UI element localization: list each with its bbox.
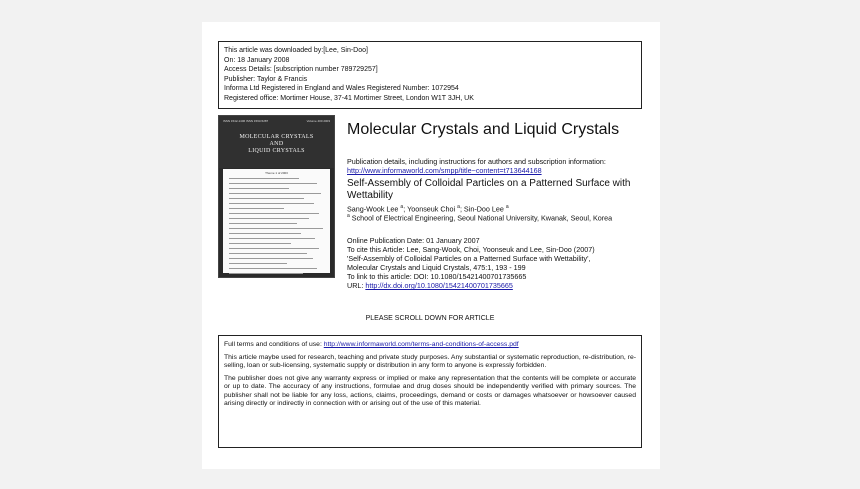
terms-box xyxy=(218,335,642,448)
cover-contents-line xyxy=(229,198,304,199)
cover-contents-line xyxy=(229,258,313,259)
cover-contents-heading: Theme 1 of 2003 xyxy=(265,171,288,175)
cover-contents-line xyxy=(229,218,309,219)
download-line: Publisher: Taylor & Francis xyxy=(224,75,308,83)
author-name: ; Sin-Doo Lee xyxy=(459,204,504,214)
online-date: Online Publication Date: 01 January 2007 xyxy=(347,236,480,245)
cover-contents-line xyxy=(229,183,317,184)
author-name: Sang-Wook Lee xyxy=(347,204,399,214)
cover-contents-line xyxy=(229,273,303,274)
terms-line xyxy=(224,341,636,350)
citation-line: Molecular Crystals and Liquid Crystals, 475:1, 193 - 199 xyxy=(347,263,526,272)
cover-title-line: LIQUID CRYSTALS xyxy=(248,148,305,154)
cover-title-line: MOLECULAR CRYSTALS xyxy=(239,134,314,140)
terms-label: Full terms and conditions of use: xyxy=(224,341,324,348)
cover-contents-line xyxy=(229,178,299,179)
affiliation-mark: a xyxy=(505,204,509,210)
journal-title: Molecular Crystals and Liquid Crystals xyxy=(347,121,620,138)
cover-contents-line xyxy=(229,233,301,234)
affiliation-mark: a xyxy=(400,204,404,210)
cover-contents-line xyxy=(229,208,284,209)
doi-url-link[interactable]: http://dx.doi.org/10.1080/15421400701735665 xyxy=(365,281,513,290)
cover-contents-line xyxy=(229,253,307,254)
cover-contents-line xyxy=(229,188,289,189)
cover-contents-line xyxy=(229,243,291,244)
download-info-box xyxy=(218,41,642,109)
cover-contents xyxy=(223,169,330,273)
terms-paragraph: The publisher does not give any warranty express or implied or make any representation that the contents will be complete or accurate or up to date. The accuracy of any instructions, formulae and drug doses should be independently verified with primary sources. The publisher shall not be liable for any loss, actions, claims, proceedings, demand or costs or damages whatsoever or howsoever caused arising directly or indirectly in connection with or arising out of the use of this material. xyxy=(224,374,636,407)
author-name: ; Yoonseuk Choi xyxy=(403,204,456,214)
cover-title-line: AND xyxy=(269,141,284,147)
download-line: On: 18 January 2008 xyxy=(224,56,290,64)
cover-contents-line xyxy=(229,213,319,214)
affiliation-mark: a xyxy=(347,213,350,219)
url-line xyxy=(347,281,513,290)
citation-line: To cite this Article: Lee, Sang-Wook, Choi, Yoonseuk and Lee, Sin-Doo (2007) xyxy=(347,245,595,254)
terms-link[interactable]: http://www.informaworld.com/terms-and-conditions-of-access.pdf xyxy=(323,341,519,348)
cover-volume: Volume 400 2003 xyxy=(306,119,330,123)
cover-issn: ISSN 1542-1406 ISSN 1563-5287 xyxy=(223,119,269,123)
download-line: Informa Ltd Registered in England and Wales Registered Number: 1072954 xyxy=(224,85,459,93)
cover-contents-line xyxy=(229,263,287,264)
affiliation-text: School of Electrical Engineering, Seoul National University, Kwanak, Seoul, Korea xyxy=(351,213,613,223)
cover-contents-line xyxy=(229,223,297,224)
journal-link[interactable]: http://www.informaworld.com/smpp/title~content=t713644168 xyxy=(347,166,542,175)
cover-contents-line xyxy=(229,248,319,249)
affiliation-mark: a xyxy=(457,204,460,210)
download-line: Access Details: [subscription number 789729257] xyxy=(224,66,378,74)
cover-title xyxy=(219,134,334,155)
cover-contents-line xyxy=(229,238,315,239)
url-label: URL: xyxy=(347,281,366,290)
download-line: This article was downloaded by:[Lee, Sin-Doo] xyxy=(224,47,368,54)
publication-details: Publication details, including instructions for authors and subscription information: xyxy=(347,157,606,166)
download-line: Registered office: Mortimer House, 37-41 Mortimer Street, London W1T 3JH, UK xyxy=(224,94,474,102)
cover-contents-line xyxy=(229,228,323,229)
cover-contents-line xyxy=(229,203,314,204)
cover-contents-line xyxy=(229,268,317,269)
citation-line: 'Self-Assembly of Colloidal Particles on a Patterned Surface with Wettability', xyxy=(347,254,591,263)
affiliation-line xyxy=(347,212,612,222)
doi-line: To link to this article: DOI: 10.1080/15421400701735665 xyxy=(347,272,527,281)
article-title: Self-Assembly of Colloidal Particles on a Patterned Surface with Wettability xyxy=(347,178,631,201)
terms-paragraph: This article maybe used for research, teaching and private study purposes. Any substantial or systematic reproduction, re-distribution, re-selling, loan or sub-licensing, systematic supply or distribution in any form to anyone is expressly forbidden. xyxy=(224,353,636,369)
cover-contents-line xyxy=(229,193,321,194)
journal-cover-image xyxy=(218,115,335,278)
scroll-note: PLEASE SCROLL DOWN FOR ARTICLE xyxy=(365,315,495,322)
